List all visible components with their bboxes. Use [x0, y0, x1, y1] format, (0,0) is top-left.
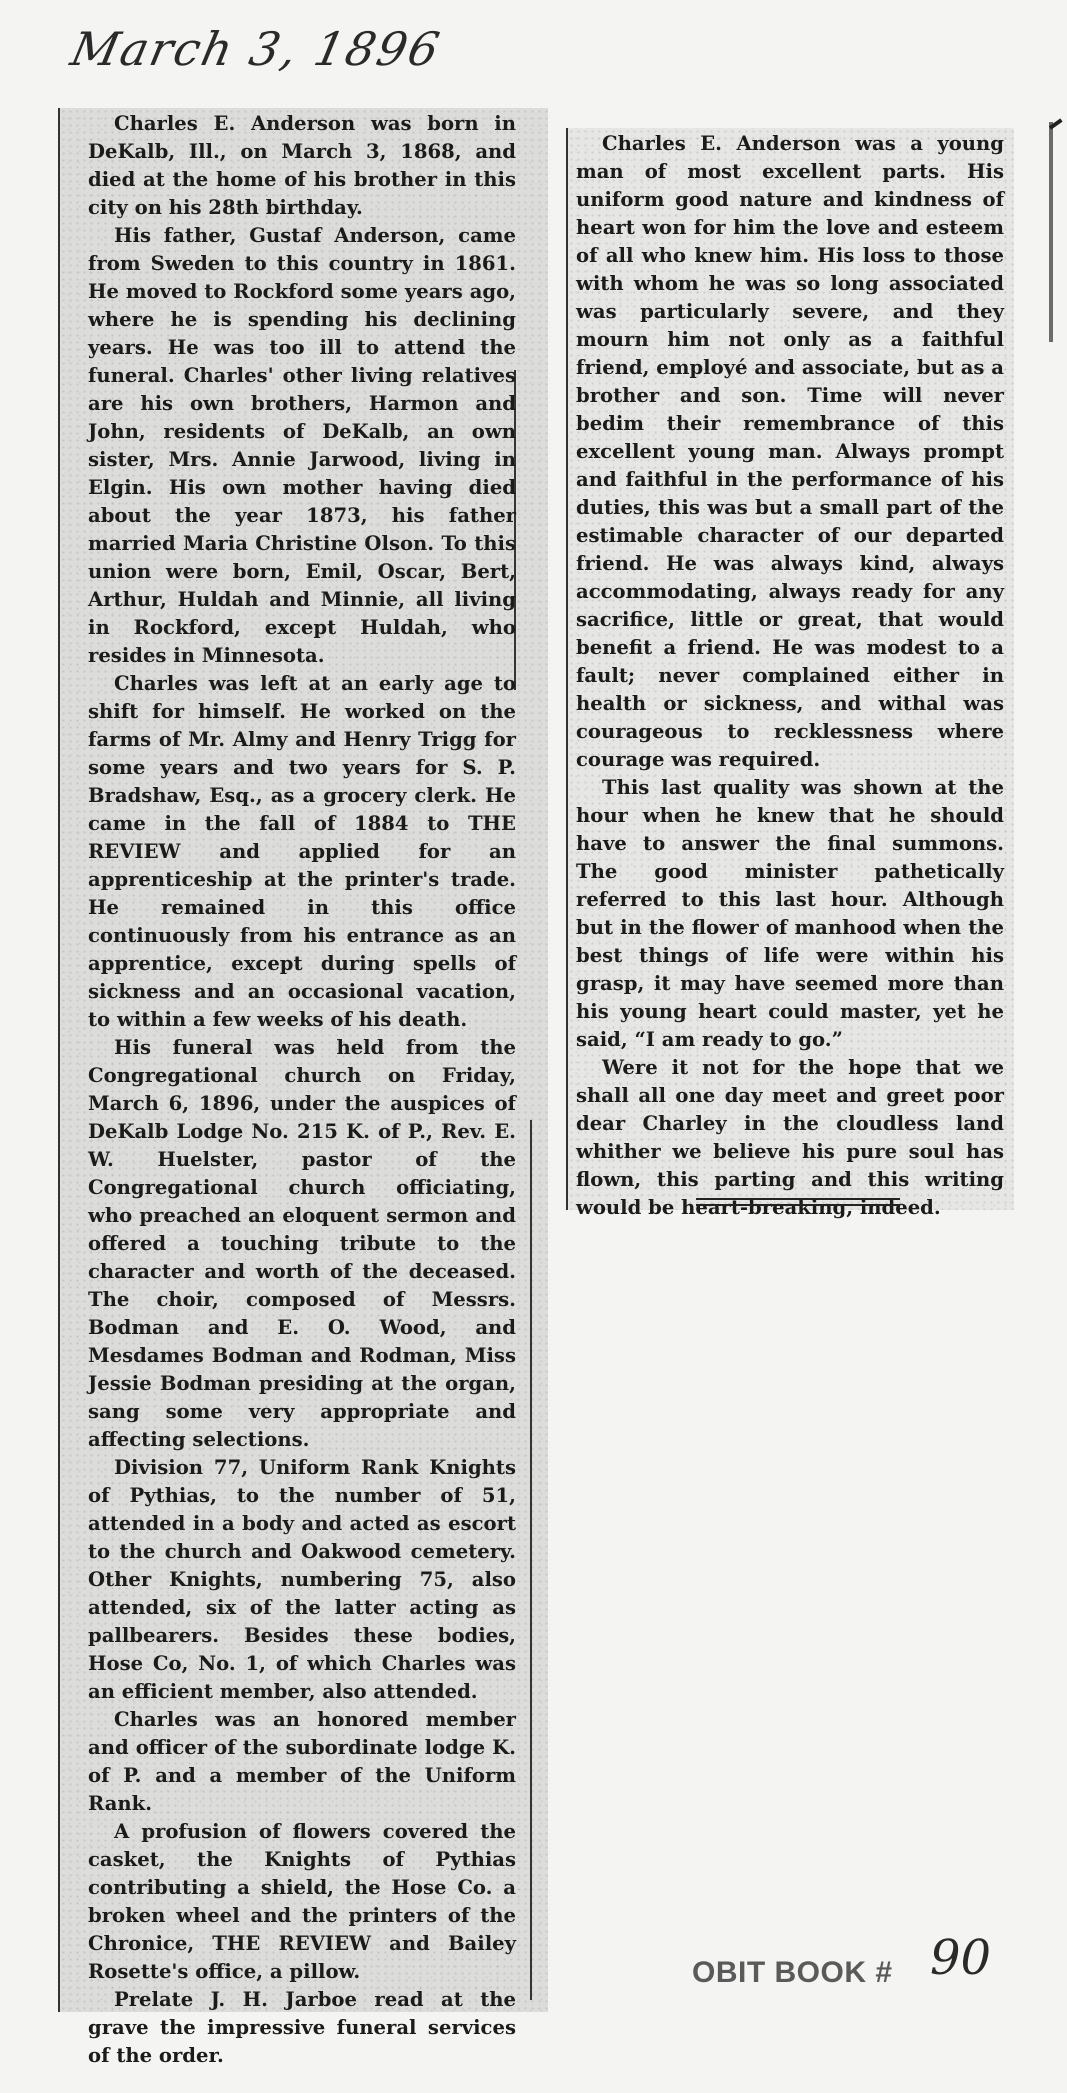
- obit-book-stamp: OBIT BOOK #: [692, 1956, 893, 1989]
- paragraph: Prelate J. H. Jarboe read at the grave the impressive funeral services of the order.: [88, 1988, 516, 2067]
- paragraph: His father, Gustaf Anderson, came from Sweden to this country in 1861. He moved to Rockford some years ago, where he is spending his declining years. He was too ill to attend the funeral. Charles' other living relatives are his own brothers, Harmon and John, residents of DeKalb, an own sister, Mrs. Annie Jarwood, living in Elgin. His own mother having died about the year 1873, his father married Maria Christine Olson. To this union were born, Emil, Oscar, Bert, Arthur, Huldah and Minnie, all living in Rockford, except Huldah, who resides in Minnesota.: [88, 224, 516, 667]
- obituary-left-column: [88, 110, 516, 2070]
- paragraph: Division 77, Uniform Rank Knights of Pythias, to the number of 51, attended in a body and acted as escort to the church and Oakwood cemetery. Other Knights, numbering 75, also attended, six of the latter acting as pallbearers. Besides these bodies, Hose Co, No. 1, of which Charles was an efficient member, also attended.: [88, 1456, 516, 1703]
- page-edge-mark: [1049, 122, 1053, 342]
- handwritten-date: March 3, 1896: [66, 22, 446, 76]
- paragraph: Charles E. Anderson was a young man of most excellent parts. His uniform good nature and kindness of heart won for him the love and esteem of all who knew him. His loss to those with whom he was so long associated was particularly severe, and they mourn him not only as a faithful friend, employé and associate, but as a brother and son. Time will never bedim their remembrance of this excellent young man. Always prompt and faithful in the performance of his duties, this was but a small part of the estimable character of our departed friend. He was always kind, always accommodating, always ready for any sacrifice, little or great, that would benefit a friend. He was modest to a fault; never complained either in health or sickness, and withal was courageous to recklessness where courage was required.: [576, 132, 1004, 771]
- end-of-article-rule: [696, 1198, 900, 1206]
- paragraph: Charles was an honored member and officer of the subordinate lodge K. of P. and a member of the Uniform Rank.: [88, 1708, 516, 1815]
- page-edge-tick: [1049, 118, 1063, 129]
- paragraph: Were it not for the hope that we shall all one day meet and greet poor dear Charley in the cloudless land whither we believe his pure soul has flown, this parting and this writing would be heart-breaking, indeed.: [576, 1056, 1004, 1219]
- paragraph: This last quality was shown at the hour when he knew that he should have to answer the final summons. The good minister pathetically referred to this last hour. Although but in the flower of manhood when the best things of life were within his grasp, it may have seemed more than his young heart could master, yet he said, “I am ready to go.”: [576, 776, 1004, 1051]
- paragraph: Charles was left at an early age to shift for himself. He worked on the farms of Mr. Almy and Henry Trigg for some years and two years for S. P. Bradshaw, Esq., as a grocery clerk. He came in the fall of 1884 to THE REVIEW and applied for an apprenticeship at the printer's trade. He remained in this office continuously from his entrance as an apprentice, except during spells of sickness and an occasional vacation, to within a few weeks of his death.: [88, 672, 516, 1031]
- paragraph: A profusion of flowers covered the casket, the Knights of Pythias contributing a shield, the Hose Co. a broken wheel and the printers of the Chronice, THE REVIEW and Bailey Rosette's office, a pillow.: [88, 1820, 516, 1983]
- paragraph: His funeral was held from the Congregational church on Friday, March 6, 1896, under the auspices of DeKalb Lodge No. 215 K. of P., Rev. E. W. Huelster, pastor of the Congregational church officiating, who preached an eloquent sermon and offered a touching tribute to the character and worth of the deceased. The choir, composed of Messrs. Bodman and E. O. Wood, and Mesdames Bodman and Rodman, Miss Jessie Bodman presiding at the organ, sang some very appropriate and affecting selections.: [88, 1036, 516, 1451]
- obit-book-number: 90: [930, 1930, 992, 1986]
- column-rule: [530, 1120, 532, 2000]
- obituary-right-column: [576, 130, 1004, 1222]
- paragraph: Charles E. Anderson was born in DeKalb, Ill., on March 3, 1868, and died at the home of his brother in this city on his 28th birthday.: [88, 112, 516, 219]
